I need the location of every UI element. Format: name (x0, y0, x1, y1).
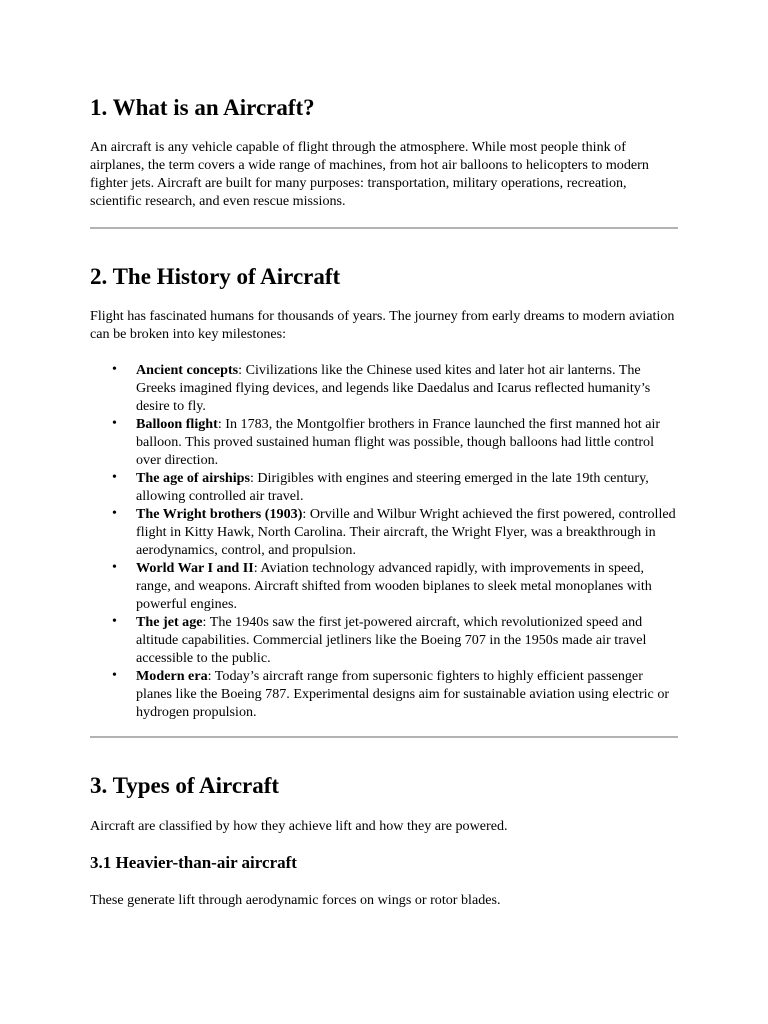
list-item (90, 415, 678, 469)
milestone-text: : In 1783, the Montgolfier brothers in France launched the first manned hot air balloon. This proved sustained human flight was possible, though balloons had little control over direction. (136, 416, 661, 468)
bullet-icon: • (112, 506, 117, 521)
section-paragraph-what-is-aircraft: An aircraft is any vehicle capable of flight through the atmosphere. While most people think of airplanes, the term covers a wide range of machines, from hot air balloons to helicopters to modern fighter jets. Aircraft are built for many purposes: transportation, military operations, recreation, scientific research, and even rescue missions. (90, 139, 649, 209)
milestone-term: Modern era (136, 668, 208, 684)
list-item (90, 469, 678, 505)
section-paragraph-types-intro: Aircraft are classified by how they achieve lift and how they are powered. (90, 818, 508, 834)
milestone-term: Ancient concepts (136, 362, 239, 378)
bullet-icon: • (112, 614, 117, 629)
milestone-text: : Dirigibles with engines and steering emerged in the late 19th century, allowing controlled air travel. (136, 470, 649, 504)
section-divider (90, 736, 678, 738)
section-divider (90, 227, 678, 229)
list-item (90, 667, 678, 721)
milestone-list (90, 361, 678, 721)
bullet-icon: • (112, 560, 117, 575)
bullet-icon: • (112, 668, 117, 683)
milestone-term: The age of airships (136, 470, 250, 486)
milestone-term: Balloon flight (136, 416, 218, 432)
bullet-icon: • (112, 362, 117, 377)
section-heading-what-is-aircraft: 1. What is an Aircraft? (90, 95, 315, 120)
section-paragraph-history-intro: Flight has fascinated humans for thousands of years. The journey from early dreams to modern aviation can be broken into key milestones: (90, 308, 675, 342)
list-item (90, 559, 678, 613)
subsection-heading-heavier-than-air: 3.1 Heavier-than-air aircraft (90, 853, 297, 872)
milestone-text: : Today’s aircraft range from supersonic fighters to highly efficient passenger planes like the Boeing 787. Experimental designs aim for sustainable aviation using electric or hydrogen propulsion. (136, 668, 670, 720)
milestone-term: The Wright brothers (1903) (136, 506, 303, 522)
milestone-term: World War I and II (136, 560, 254, 576)
section-heading-history: 2. The History of Aircraft (90, 264, 341, 289)
milestone-text: : Aviation technology advanced rapidly, with improvements in speed, range, and weapons. Aircraft shifted from wooden biplanes to sleek metal monoplanes with powerful engines. (136, 560, 652, 612)
bullet-icon: • (112, 470, 117, 485)
milestone-text: : The 1940s saw the first jet-powered aircraft, which revolutionized speed and altitude capabilities. Commercial jetliners like the Boeing 707 in the 1950s made air travel accessible to the public. (136, 614, 647, 666)
bullet-icon: • (112, 416, 117, 431)
milestone-text: : Orville and Wilbur Wright achieved the first powered, controlled flight in Kitty Hawk, North Carolina. Their aircraft, the Wright Flyer, was a breakthrough in aerodynamics, control, and propulsion. (136, 506, 676, 558)
list-item (90, 361, 678, 415)
list-item (90, 613, 678, 667)
milestone-term: The jet age (136, 614, 203, 630)
milestone-text: : Civilizations like the Chinese used kites and later hot air lanterns. The Greeks imagined flying devices, and legends like Daedalus and Icarus reflected humanity’s desire to fly. (136, 362, 651, 414)
list-item (90, 505, 678, 559)
subsection-paragraph-heavier-than-air: These generate lift through aerodynamic forces on wings or rotor blades. (90, 892, 501, 908)
section-heading-types: 3. Types of Aircraft (90, 773, 280, 798)
